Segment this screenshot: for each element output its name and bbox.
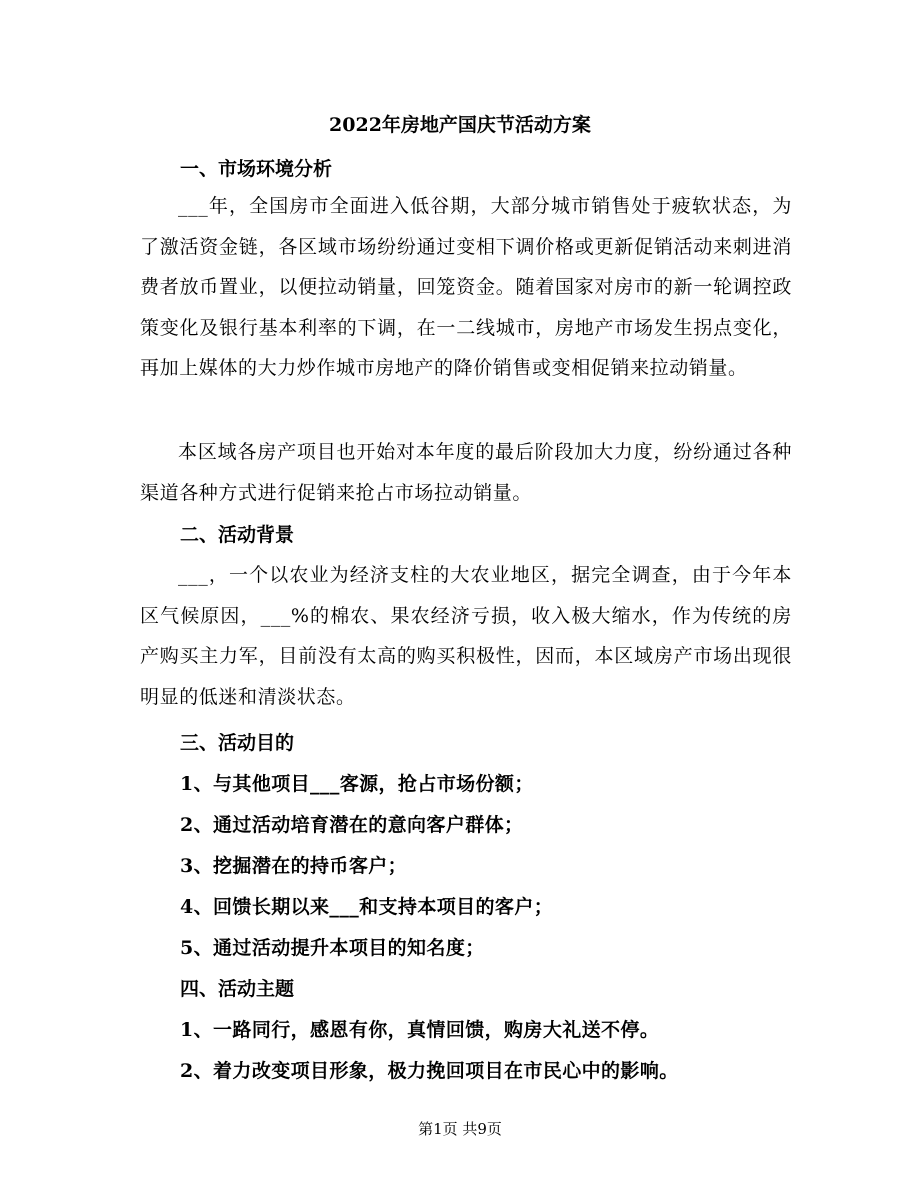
- theme-item: 2、着力改变项目形象，极力挽回项目在市民心中的影响。: [180, 1060, 679, 1082]
- purpose-item: 5、通过活动提升本项目的知名度；: [180, 937, 485, 959]
- section-heading-background: 二、活动背景: [180, 524, 295, 546]
- document-title: 2022年房地产国庆节活动方案: [329, 114, 591, 136]
- purpose-item: 2、通过活动培育潜在的意向客户群体；: [180, 814, 524, 836]
- theme-item: 1、一路同行，感恩有你，真情回馈，购房大礼送不停。: [180, 1019, 660, 1041]
- purpose-item: 1、与其他项目___客源，抢占市场份额；: [180, 773, 534, 795]
- paragraph-market-environment: ___年，全国房市全面进入低谷期，大部分城市销售处于疲软状态，为了激活资金链，各区域市场纷纷通过变相下调价格或更新促销活动来刺进消费者放币置业，以便拉动销量，回笼资金。随着国家对房市的新一轮调控政策变化及银行基本利率的下调，在一二线城市，房地产市场发生拐点变化，再加上媒体的大力炒作城市房地产的降价销售或变相促销来拉动销量。: [140, 195, 792, 379]
- page-number-footer: 第1页 共9页: [418, 1120, 502, 1138]
- section-heading-theme: 四、活动主题: [180, 978, 295, 1000]
- section-heading-purpose: 三、活动目的: [180, 732, 295, 754]
- paragraph-regional-promotion: 本区域各房产项目也开始对本年度的最后阶段加大力度，纷纷通过各种渠道各种方式进行促销来抢占市场拉动销量。: [140, 441, 792, 504]
- purpose-item: 4、回馈长期以来___和支持本项目的客户；: [180, 896, 554, 918]
- section-heading-market-analysis: 一、市场环境分析: [180, 158, 333, 180]
- paragraph-background: ___，一个以农业为经济支柱的大农业地区，据完全调查，由于今年本区气候原因，___%的棉农、果农经济亏损，收入极大缩水，作为传统的房产购买主力军，目前没有太高的购买积极性，因而，本区域房产市场出现很明显的低迷和清淡状态。: [140, 564, 792, 708]
- purpose-item: 3、挖掘潜在的持币客户；: [180, 855, 408, 877]
